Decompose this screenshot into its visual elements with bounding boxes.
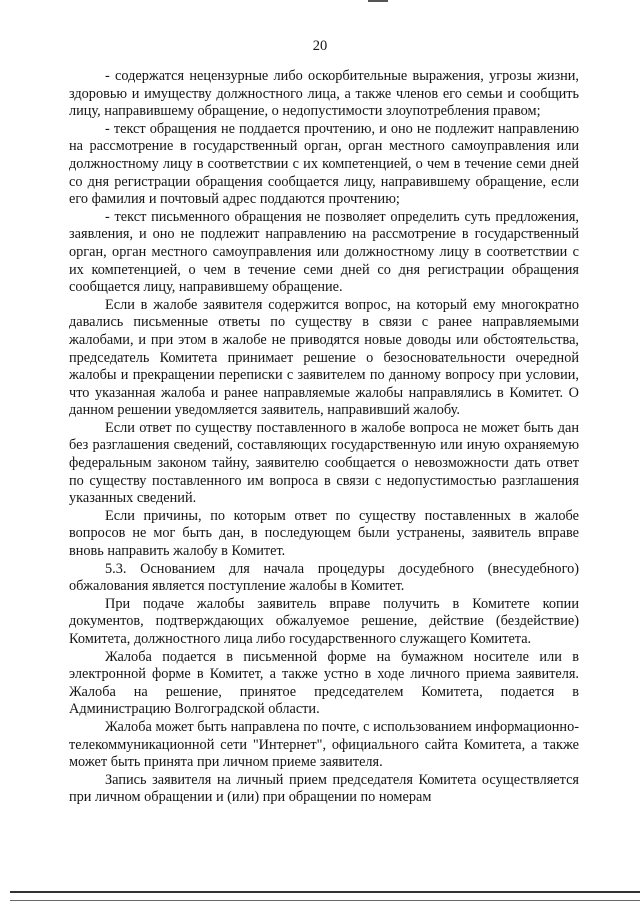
- paragraph-state-secret: Если ответ по существу поставленного в жалобе вопроса не может быть дан без разглашения сведений, составляющих государственную или иную охраняемую федеральным законом тайну, заявителю сообщается о невозможности дать ответ по существу поставленного им вопроса в связи с недопустимостью разглашения указанных сведений.: [69, 419, 579, 507]
- paragraph-complaint-form: Жалоба подается в письменной форме на бумажном носителе или в электронной форме в Комитет, а также устно в ходе личного приема заявителя. Жалоба на решение, принятое председателем Комитета, подается в Администрацию Волгоградской области.: [69, 648, 579, 718]
- scan-border-line: [10, 891, 640, 893]
- paragraph-personal-appointment: Запись заявителя на личный прием председателя Комитета осуществляется при личном обращении и (или) при обращении по номерам: [69, 771, 579, 806]
- scan-border-line-secondary: [10, 900, 640, 901]
- paragraph-unreadable-text: - текст обращения не поддается прочтению, и оно не подлежит направлению на рассмотрение в государственный орган, орган местного самоуправления или должностному лицу в соответствии с их компетенцией, о чем в течение семи дней со дня регистрации обращения сообщается лицу, направившему обращение, если его фамилия и почтовый адрес поддаются прочтению;: [69, 120, 579, 208]
- paragraph-undefined-essence: - текст письменного обращения не позволяет определить суть предложения, заявления, и оно не подлежит направлению на рассмотрение в государственный орган, орган местного самоуправления или должностному лицу в соответствии с их компетенцией, о чем в течение семи дней со дня регистрации обращения сообщается лицу, направившему обращение.: [69, 208, 579, 296]
- paragraph-document-copies: При подаче жалобы заявитель вправе получить в Комитете копии документов, подтверждающих обжалуемое решение, действие (бездействие) Комитета, должностного лица либо государственного служащего Комитета.: [69, 595, 579, 647]
- page-number: 20: [312, 38, 328, 54]
- scan-edge-mark: [368, 0, 388, 2]
- paragraph-complaint-channels: Жалоба может быть направлена по почте, с использованием информационно-телекоммуникационной сети "Интернет", официального сайта Комитета, а также может быть принята при личном приеме заявителя.: [69, 718, 579, 771]
- paragraph-obscene-language: - содержатся нецензурные либо оскорбительные выражения, угрозы жизни, здоровью и имуществу должностного лица, а также членов его семьи и сообщить лицу, направившему обращение, о недопустимости злоупотребления правом;: [69, 68, 579, 120]
- paragraph-repeated-complaint: Если в жалобе заявителя содержится вопрос, на который ему многократно давались письменные ответы по существу в связи с ранее направляемыми жалобами, и при этом в жалобе не приводятся новые доводы или обстоятельства, председатель Комитета принимает решение о безосновательности очередной жалобы и прекращении переписки с заявителем по данному вопросу при условии, что указанная жалоба и ранее направляемые жалобы направлялись в Комитет. О данном решении уведомляется заявитель, направивший жалобу.: [69, 296, 579, 419]
- document-body: [69, 68, 579, 807]
- paragraph-section-5-3: 5.3. Основанием для начала процедуры досудебного (внесудебного) обжалования является поступление жалобы в Комитет.: [69, 560, 579, 595]
- paragraph-reasons-eliminated: Если причины, по которым ответ по существу поставленных в жалобе вопросов не мог быть дан, в последующем были устранены, заявитель вправе вновь направить жалобу в Комитет.: [69, 507, 579, 560]
